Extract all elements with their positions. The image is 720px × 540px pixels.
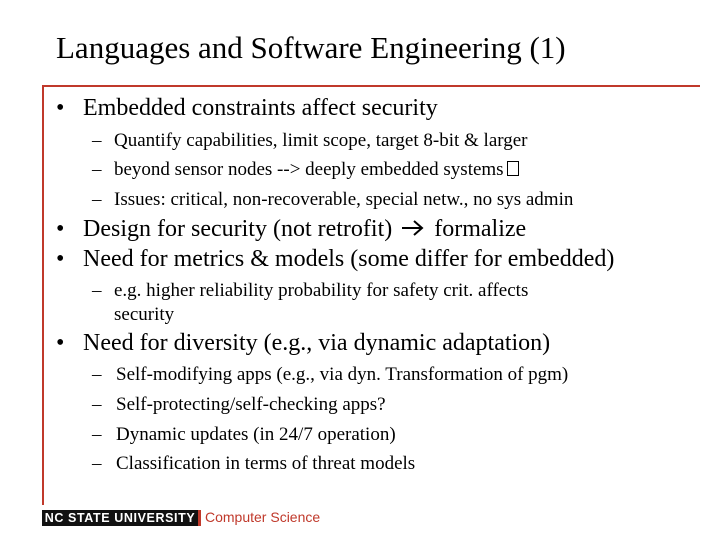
sub-item bbox=[92, 130, 528, 152]
dash-marker: – bbox=[92, 453, 102, 474]
sub-item bbox=[92, 189, 573, 211]
dash-marker: – bbox=[92, 424, 102, 445]
sub-item-text: Issues: critical, non-recoverable, special netw., no sys admin bbox=[114, 189, 574, 210]
sub-item bbox=[92, 280, 528, 302]
sub-item-text: Self-protecting/self-checking apps? bbox=[116, 394, 386, 415]
bullet-marker: • bbox=[56, 95, 65, 121]
dash-marker: – bbox=[92, 159, 102, 180]
bullet-item bbox=[56, 330, 550, 357]
bullet-text: Embedded constraints affect security bbox=[83, 95, 438, 121]
bullet-item bbox=[56, 95, 438, 122]
sub-item-text: Self-modifying apps (e.g., via dyn. Transformation of pgm) bbox=[116, 364, 569, 385]
bullet-text: Need for metrics & models (some differ for embedded) bbox=[83, 246, 615, 272]
dash-marker: – bbox=[92, 130, 102, 151]
bullet-marker: • bbox=[56, 246, 65, 272]
sub-item bbox=[92, 453, 415, 475]
sub-item-text: beyond sensor nodes --> deeply embedded systems bbox=[114, 159, 504, 180]
slide-title: Languages and Software Engineering (1) bbox=[56, 30, 566, 65]
sub-item bbox=[92, 424, 396, 446]
missing-glyph-icon bbox=[507, 161, 519, 176]
footer-university-bar bbox=[42, 510, 198, 526]
dash-marker: – bbox=[92, 280, 102, 301]
university-wordmark: NC STATE UNIVERSITY bbox=[44, 511, 196, 525]
sub-item bbox=[92, 394, 386, 416]
sub-item-text: e.g. higher reliability probability for safety crit. affects bbox=[114, 280, 529, 301]
footer-divider bbox=[198, 510, 201, 526]
left-border-line bbox=[42, 85, 44, 505]
bullet-item bbox=[56, 216, 526, 243]
sub-item-continuation: security bbox=[114, 304, 175, 325]
sub-item-text: Dynamic updates (in 24/7 operation) bbox=[116, 424, 396, 445]
dash-marker: – bbox=[92, 364, 102, 385]
title-underline bbox=[42, 85, 700, 87]
bullet-text: Design for security (not retrofit) bbox=[83, 216, 393, 242]
sub-item-text: Classification in terms of threat models bbox=[116, 453, 416, 474]
bullet-marker: • bbox=[56, 216, 65, 242]
sub-item bbox=[92, 364, 568, 386]
bullet-item bbox=[56, 246, 614, 273]
sub-item bbox=[92, 159, 519, 181]
bullet-marker: • bbox=[56, 330, 65, 356]
dash-marker: – bbox=[92, 394, 102, 415]
bullet-text: Need for diversity (e.g., via dynamic adaptation) bbox=[83, 330, 551, 356]
right-arrow-icon bbox=[400, 219, 426, 237]
dash-marker: – bbox=[92, 189, 102, 210]
department-label: Computer Science bbox=[205, 509, 321, 525]
sub-item-text: Quantify capabilities, limit scope, target 8-bit & larger bbox=[114, 130, 528, 151]
bullet-text-continued: formalize bbox=[434, 216, 527, 242]
